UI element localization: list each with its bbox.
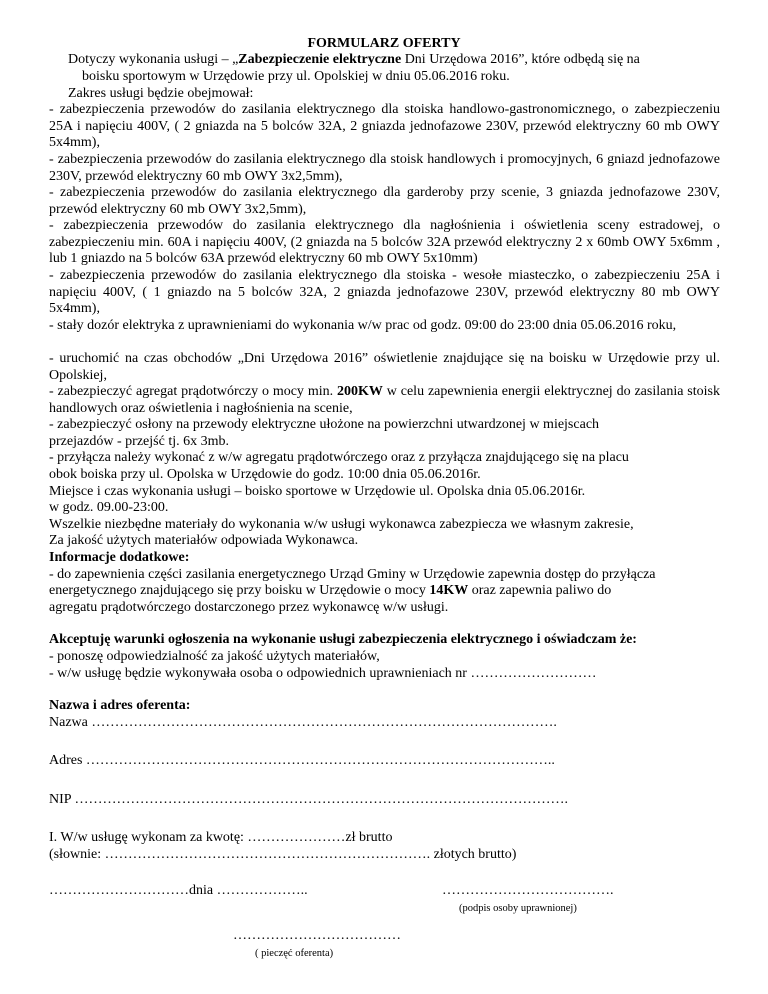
place-line-2: w godz. 09.00-23:00.: [49, 500, 169, 515]
info-line-2: energetycznego znajdującego się przy boisku w Urzędowie o mocy 14KW oraz zapewnia paliwo do: [49, 583, 612, 598]
scope-item-8: - zabezpieczyć agregat prądotwórczy o mocy min. 200KW w celu zapewnienia energii elektrycznej do zasilania stoisk handlowych oraz oświetlenia i nagłośnienia na scenie,: [49, 384, 720, 416]
scope-item-6: - stały dozór elektryka z uprawnieniami do wykonania w/w prac od godz. 09:00 do 23:00 dnia 05.06.2016 roku,: [49, 318, 677, 333]
scope-heading: Zakres usługi będzie obejmował:: [68, 86, 254, 101]
signature-line: ……………………………….: [442, 883, 614, 898]
service-name: Zabezpieczenie elektryczne: [238, 52, 402, 67]
place-date-line: …………………………dnia ………………..: [49, 883, 308, 898]
info-line-1: - do zapewnienia części zasilania energetycznego Urząd Gminy w Urzędowie zapewnia dostęp do przyłącza: [49, 567, 656, 582]
intro-line-2: boisku sportowym w Urzędowie przy ul. Opolskiej w dniu 05.06.2016 roku.: [82, 69, 510, 84]
accept-line-1: - ponoszę odpowiedzialność za jakość użytych materiałów,: [49, 649, 380, 664]
stamp-caption: ( pieczęć oferenta): [255, 948, 334, 959]
scope-item-10-line-2: obok boiska przy ul. Opolska w Urzędowie do godz. 10:00 dnia 05.06.2016r.: [49, 467, 481, 482]
scope-item-7: - uruchomić na czas obchodów „Dni Urzędowa 2016” oświetlenie znajdujące się na boisku w Urzędowie przy ul. Opolskiej,: [49, 351, 720, 383]
generator-power: 200KW: [336, 384, 383, 399]
info-line-3: agregatu prądotwórczego dostarczonego przez wykonawcę w/w usługi.: [49, 600, 449, 615]
scope-item-5: - zabezpieczenia przewodów do zasilania elektrycznego dla stoiska - wesołe miasteczko, o zabezpieczeniu 25A i napięciu 400V, ( 1 gniazdo na 5 bolców 32A, 2 gniazda jednofazowe 230V, przewód elektryczny 80 mb OWY 5x4mm),: [49, 268, 720, 317]
scope-item-3: - zabezpieczenia przewodów do zasilania elektrycznego dla garderoby przy scenie, 3 gniazda jednofazowe 230V, przewód elektryczny 60 mb OWY 3x2,5mm),: [49, 185, 720, 217]
info-heading: Informacje dodatkowe:: [49, 550, 190, 565]
price-in-words: (słownie: ……………………………………………………………. złotych brutto): [49, 847, 517, 862]
form-title: FORMULARZ OFERTY: [307, 36, 461, 51]
accept-heading: Akceptuję warunki ogłoszenia na wykonanie usługi zabezpieczenia elektrycznego i oświadczam że:: [49, 632, 637, 647]
intro-line-1: Dotyczy wykonania usługi – „Zabezpieczenie elektryczne Dni Urzędowa 2016”, które odbędą się na: [68, 52, 640, 67]
scope-item-9-line-2: przejazdów - przejść tj. 6x 3mb.: [49, 434, 229, 449]
scope-item-9-line-1: - zabezpieczyć osłony na przewody elektryczne ułożone na powierzchni utwardzonej w miejscach: [49, 417, 600, 432]
price-line: I. W/w usługę wykonam za kwotę: …………………zł brutto: [49, 830, 393, 845]
connection-power: 14KW: [429, 583, 469, 598]
address-field: Adres ………………………………………………………………………………………..: [49, 753, 555, 768]
materials-line-2: Za jakość użytych materiałów odpowiada Wykonawca.: [49, 533, 359, 548]
place-line-1: Miejsce i czas wykonania usługi – boisko sportowe w Urzędowie ul. Opolska dnia 05.06.2016r.: [49, 484, 586, 499]
stamp-line: ………………………………: [233, 928, 401, 943]
signature-caption: (podpis osoby uprawnionej): [459, 903, 577, 914]
scope-item-1: - zabezpieczenia przewodów do zasilania elektrycznego dla stoiska handlowo-gastronomicznego, o zabezpieczeniu 25A i napięciu 400V, ( 2 gniazda na 5 bolców 32A, 2 gniazda jednofazowe 230V, przewód elektryczny 60 mb OWY 5x4mm),: [49, 102, 720, 151]
name-field: Nazwa ……………………………………………………………………………………….: [49, 715, 557, 730]
scope-item-10-line-1: - przyłącza należy wykonać z w/w agregatu prądotwórczego oraz z przyłącza znajdującego się na placu: [49, 450, 629, 465]
materials-line-1: Wszelkie niezbędne materiały do wykonania w/w usługi wykonawca zabezpiecza we własnym zakresie,: [49, 517, 634, 532]
scope-item-4: - zabezpieczenia przewodów do zasilania elektrycznego dla nagłośnienia i oświetlenia sceny estradowej, o zabezpieczeniu min. 60A i napięciu 400V, (2 gniazda na 5 bolców 32A przewód elektryczny 2 x 60mb OWY 5x6mm , lub 1 gniazdo na 5 bolców 63A przewód elektryczny 60 mb OWY 5x10mm): [49, 218, 720, 267]
accept-line-2: - w/w usługę będzie wykonywała osoba o odpowiednich uprawnieniach nr ………………………: [49, 666, 597, 681]
nip-field: NIP …………………………………………………………………………………………….: [49, 792, 569, 807]
scope-item-2: - zabezpieczenia przewodów do zasilania elektrycznego dla stoisk handlowych i promocyjnych, 6 gniazd jednofazowe 230V, przewód elektryczny 60 mb OWY 3x2,5mm),: [49, 152, 720, 184]
bidder-heading: Nazwa i adres oferenta:: [49, 698, 191, 713]
